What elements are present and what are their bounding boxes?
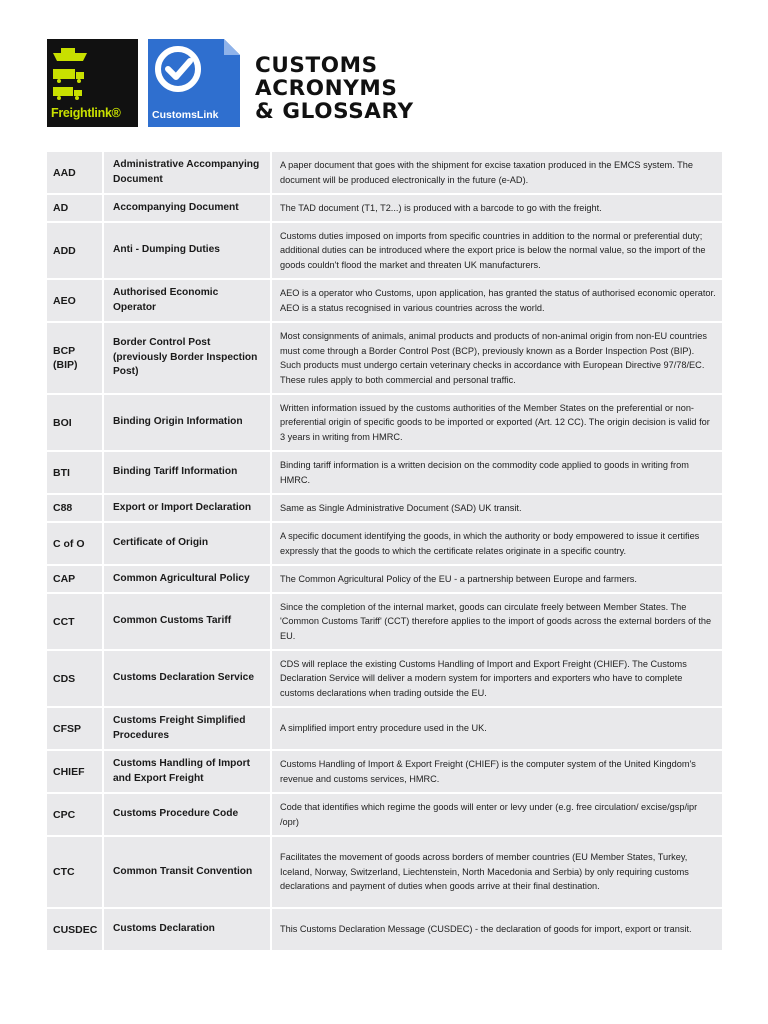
term-cell: Border Control Post (previously Border Inspection Post) [104, 323, 272, 395]
freightlink-logo-text: Freightlink® [51, 106, 121, 120]
glossary-table [47, 152, 722, 952]
term-cell: Certificate of Origin [104, 523, 272, 566]
term-cell: Accompanying Document [104, 195, 272, 223]
acronym-cell: C of O [47, 523, 104, 566]
term-cell: Customs Procedure Code [104, 794, 272, 837]
definition-cell: A specific document identifying the goods, in which the authority or body empowered to issue it certifies expressly that the goods to which the certificate relates originate in a specific country. [272, 523, 722, 566]
acronym-cell: CDS [47, 651, 104, 708]
term-cell: Binding Tariff Information [104, 452, 272, 495]
page-header [47, 39, 727, 127]
acronym-cell: CTC [47, 837, 104, 909]
term-cell: Customs Declaration Service [104, 651, 272, 708]
page-title [255, 54, 414, 123]
table-row [47, 195, 722, 223]
acronym-cell: AAD [47, 152, 104, 195]
truck-fleet-icon [51, 45, 91, 103]
table-row [47, 794, 722, 837]
term-cell: Customs Freight Simplified Procedures [104, 708, 272, 751]
table-row [47, 594, 722, 651]
term-cell: Common Agricultural Policy [104, 566, 272, 594]
table-row [47, 152, 722, 195]
table-row [47, 452, 722, 495]
title-line: CUSTOMS [255, 53, 378, 78]
term-cell: Authorised Economic Operator [104, 280, 272, 323]
definition-cell: AEO is a operator who Customs, upon application, has granted the status of authorised economic operator. AEO is a status recognised in various countries across the world. [272, 280, 722, 323]
acronym-cell: CPC [47, 794, 104, 837]
term-cell: Export or Import Declaration [104, 495, 272, 523]
definition-cell: The TAD document (T1, T2...) is produced with a barcode to go with the freight. [272, 195, 722, 223]
table-row [47, 909, 722, 952]
acronym-cell: CHIEF [47, 751, 104, 794]
acronym-cell: CFSP [47, 708, 104, 751]
definition-cell: This Customs Declaration Message (CUSDEC) - the declaration of goods for import, export or transit. [272, 909, 722, 952]
table-row [47, 708, 722, 751]
table-row [47, 751, 722, 794]
definition-cell: A paper document that goes with the shipment for excise taxation produced in the EMCS system. The document will be produced electronically in the future (e-AD). [272, 152, 722, 195]
acronym-cell: CCT [47, 594, 104, 651]
table-row [47, 837, 722, 909]
definition-cell: Since the completion of the internal market, goods can circulate freely between Member States. The 'Common Customs Tariff' (CCT) therefore applies to the import of goods across the external borders of the EU. [272, 594, 722, 651]
term-cell: Administrative Accompanying Document [104, 152, 272, 195]
title-line: & GLOSSARY [255, 99, 414, 124]
glossary-body [47, 152, 722, 952]
acronym-cell: AD [47, 195, 104, 223]
freightlink-logo [47, 39, 138, 127]
term-cell: Customs Handling of Import and Export Freight [104, 751, 272, 794]
acronym-cell: CUSDEC [47, 909, 104, 952]
table-row [47, 280, 722, 323]
customslink-logo [148, 39, 240, 127]
definition-cell: A simplified import entry procedure used in the UK. [272, 708, 722, 751]
acronym-cell: BCP (BIP) [47, 323, 104, 395]
definition-cell: Customs duties imposed on imports from specific countries in addition to the normal or preferential duty; additional duties can be introduced where the export price is below the normal value, so the import of the goods couldn't flood the market and threaten UK manufacturers. [272, 223, 722, 280]
customslink-logo-text: CustomsLink [152, 109, 219, 121]
table-row [47, 566, 722, 594]
term-cell: Anti - Dumping Duties [104, 223, 272, 280]
definition-cell: Written information issued by the customs authorities of the Member States on the preferential or non-preferential origin of specific goods to be imported or exported (Art. 12 CC). The origin decision is valid for 3 years in writing from HMRC. [272, 395, 722, 452]
definition-cell: The Common Agricultural Policy of the EU - a partnership between Europe and farmers. [272, 566, 722, 594]
acronym-cell: ADD [47, 223, 104, 280]
acronym-cell: BTI [47, 452, 104, 495]
table-row [47, 523, 722, 566]
acronym-cell: CAP [47, 566, 104, 594]
acronym-cell: BOI [47, 395, 104, 452]
definition-cell: Same as Single Administrative Document (SAD) UK transit. [272, 495, 722, 523]
acronym-cell: C88 [47, 495, 104, 523]
definition-cell: Facilitates the movement of goods across borders of member countries (EU Member States, Turkey, Iceland, Norway, Switzerland, Liechtenstein, North Macedonia and Serbia) by only requiring customs declarations and payment of duties when goods arrive at their final destination. [272, 837, 722, 909]
title-line: ACRONYMS [255, 76, 398, 101]
term-cell: Binding Origin Information [104, 395, 272, 452]
table-row [47, 651, 722, 708]
table-row [47, 323, 722, 395]
acronym-cell: AEO [47, 280, 104, 323]
term-cell: Common Transit Convention [104, 837, 272, 909]
table-row [47, 395, 722, 452]
definition-cell: Binding tariff information is a written decision on the commodity code applied to goods in writing from HMRC. [272, 452, 722, 495]
term-cell: Common Customs Tariff [104, 594, 272, 651]
table-row [47, 495, 722, 523]
table-row [47, 223, 722, 280]
definition-cell: CDS will replace the existing Customs Handling of Import and Export Freight (CHIEF). The Customs Declaration Service will deliver a modern system for importers and exporters who have to complete customs declarations when trading outside the EU. [272, 651, 722, 708]
definition-cell: Code that identifies which regime the goods will enter or levy under (e.g. free circulation/ excise/gsp/ipr /opr) [272, 794, 722, 837]
definition-cell: Most consignments of animals, animal products and products of non-animal origin from non-EU countries must come through a Border Control Post (BCP), previously known as a Border Inspection Post (BIP). Such products must undergo certain veterinary checks in accordance with European Directive 97/78/EC. These rules apply to both commercial and personal traffic. [272, 323, 722, 395]
definition-cell: Customs Handling of Import & Export Freight (CHIEF) is the computer system of the United Kingdom's revenue and customs services, HMRC. [272, 751, 722, 794]
term-cell: Customs Declaration [104, 909, 272, 952]
